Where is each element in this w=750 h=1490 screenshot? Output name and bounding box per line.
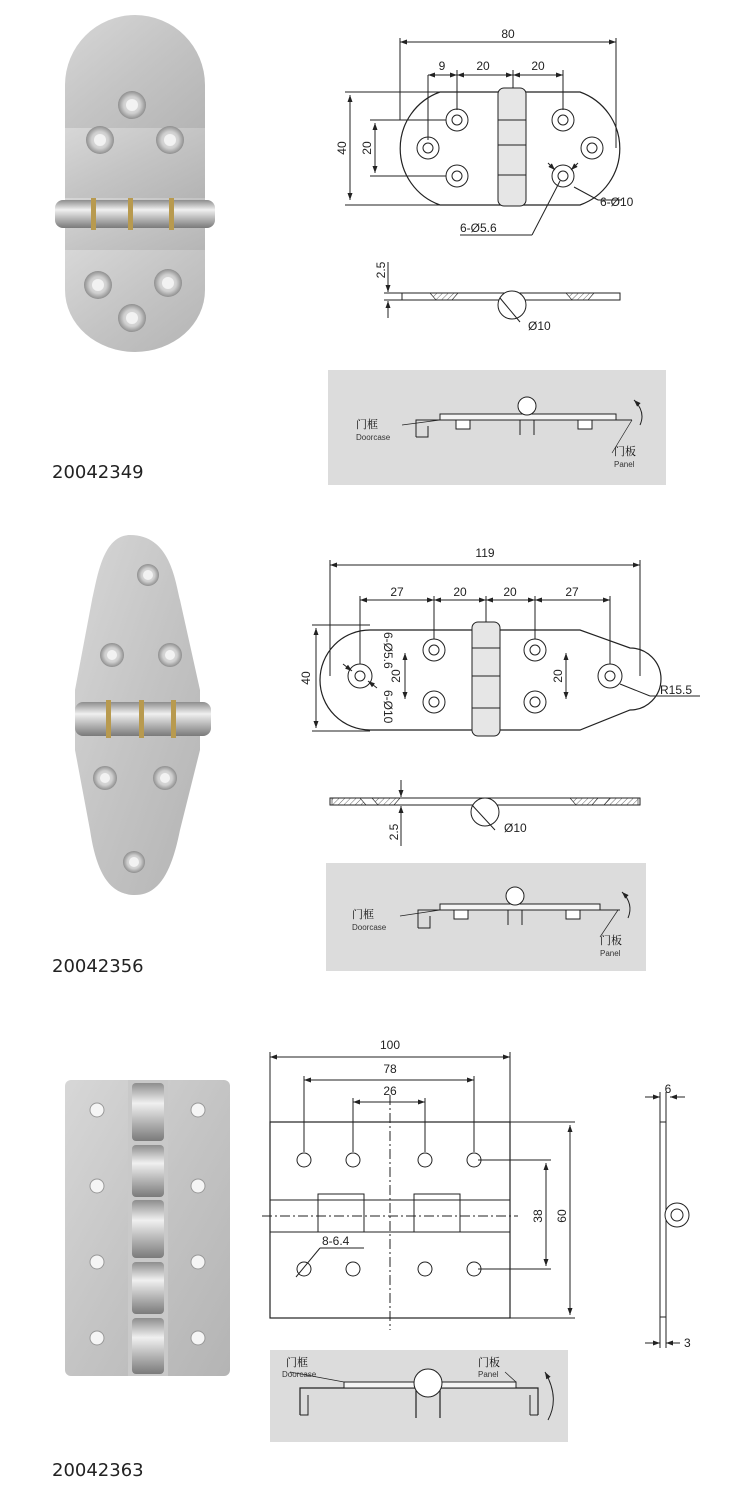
dim-hole-offset: 9 [438, 59, 446, 73]
dim-overall-width: 100 [379, 1038, 401, 1052]
dim-small-holes: 6-Ø5.6 [381, 632, 395, 669]
dim-pin-diameter: Ø10 [504, 821, 527, 835]
dim-thickness: 2.5 [374, 261, 388, 279]
dim-large-holes: 6-Ø10 [600, 195, 634, 209]
installation-diagram [270, 1350, 568, 1442]
dim-pitch-1: 27 [390, 585, 404, 599]
hinge-photo [65, 1080, 230, 1376]
dim-hole-vertical-left: 20 [389, 669, 403, 683]
panel-label-cn: 门板 [600, 934, 622, 947]
dim-height: 40 [299, 671, 313, 685]
dim-large-holes: 6-Ø10 [381, 690, 395, 724]
dim-holes: 8-6.4 [322, 1234, 350, 1248]
doorcase-label-cn: 门框 [286, 1356, 308, 1369]
panel-label-en: Panel [614, 460, 635, 469]
dim-inner-pitch: 26 [383, 1084, 397, 1098]
dim-pin-diameter: Ø10 [528, 319, 551, 333]
dim-pitch-right: 20 [531, 59, 545, 73]
side-view-drawing [645, 1092, 689, 1348]
dim-side-bottom: 3 [684, 1336, 691, 1350]
dim-radius: R15.5 [660, 683, 693, 697]
dim-pitch-3: 20 [503, 585, 517, 599]
dim-hole-vertical: 38 [531, 1209, 545, 1223]
dim-outer-pitch: 78 [383, 1062, 397, 1076]
top-view-drawing [262, 1052, 575, 1330]
dim-side-top: 6 [664, 1082, 672, 1096]
dim-hole-vertical-right: 20 [551, 669, 565, 683]
dim-overall-width: 119 [475, 546, 495, 560]
dim-pitch-4: 27 [565, 585, 579, 599]
panel-label-cn: 门板 [614, 445, 636, 458]
dim-height: 40 [335, 141, 349, 155]
panel-label-en: Panel [478, 1370, 499, 1379]
panel-label-cn: 门板 [478, 1356, 500, 1369]
dim-small-holes: 6-Ø5.6 [460, 221, 497, 235]
product-code: 20042363 [52, 1460, 144, 1481]
dim-pitch-2: 20 [453, 585, 467, 599]
doorcase-label-cn: 门框 [356, 418, 378, 431]
dim-pitch-left: 20 [476, 59, 490, 73]
doorcase-label-cn: 门框 [352, 908, 374, 921]
doorcase-label-en: Doorcase [282, 1370, 317, 1379]
product-code: 20042356 [52, 956, 144, 977]
doorcase-label-en: Doorcase [352, 923, 387, 932]
doorcase-label-en: Doorcase [356, 433, 391, 442]
dim-overall-width: 80 [501, 27, 515, 41]
dim-hole-vertical: 20 [360, 141, 374, 155]
dim-thickness: 2.5 [387, 823, 401, 841]
product-code: 20042349 [52, 462, 144, 483]
dim-height: 60 [555, 1209, 569, 1223]
panel-label-en: Panel [600, 949, 621, 958]
